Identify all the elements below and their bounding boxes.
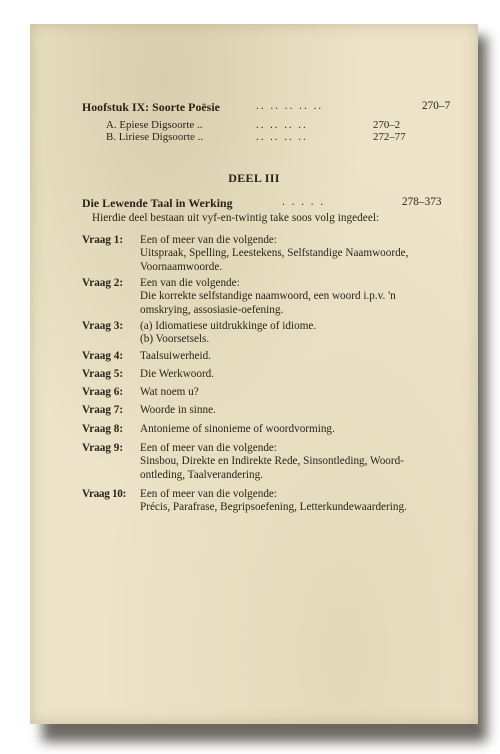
question-3-text (140, 320, 316, 347)
question-7-label: Vraag 7: (82, 404, 124, 416)
question-10-text (140, 488, 407, 515)
question-6-text (140, 386, 199, 399)
toc-entry-b-leader: .. .. .. .. (256, 131, 308, 143)
question-1-text (140, 234, 408, 274)
question-3-line-1: (a) Idiomatiese uitdrukkinge of idiome. (140, 320, 317, 332)
question-2-line-2: Die korrekte selfstandige naamwoord, een woord i.p.v. 'n (140, 290, 396, 303)
question-10-label: Vraag 10: (82, 488, 127, 500)
question-1-line-2: Uitspraak, Spelling, Leestekens, Selfstandige Naamwoorde, (140, 247, 409, 260)
question-9-line-1: Een of meer van die volgende: (140, 442, 277, 454)
question-2-line-1: Een van die volgende: (140, 277, 240, 289)
question-8-line-1: Antonieme of sinonieme of woordvorming. (140, 423, 335, 435)
question-9-label: Vraag 9: (82, 442, 124, 454)
chapter-leader: .. .. .. .. .. (256, 100, 324, 112)
question-10-line-2: Précis, Parafrase, Begripsoefening, Letterkundewaardering. (140, 501, 407, 514)
section-subtitle: Die Lewende Taal in Werking (82, 196, 233, 210)
question-9-line-3: ontleding, Taalverandering. (140, 468, 263, 481)
question-9-line-2: Sinsbou, Direkte en Indirekte Rede, Sinsontleding, Woord- (140, 455, 404, 468)
toc-entry-a-title: A. Epiese Digsoorte .. (106, 119, 203, 131)
section-leader: . . . . . (282, 196, 326, 208)
question-4-text (140, 350, 211, 363)
question-8-text (140, 423, 335, 436)
question-1-line-3: Voornaamwoorde. (140, 260, 223, 273)
question-7-text (140, 404, 216, 417)
question-2-text (140, 277, 396, 317)
question-9-text (140, 442, 404, 482)
toc-entry-b-title: B. Liriese Digsoorte .. (106, 131, 204, 143)
question-5-label: Vraag 5: (82, 368, 124, 380)
question-4-label: Vraag 4: (82, 350, 124, 362)
question-2-label: Vraag 2: (82, 277, 124, 289)
chapter-pages: 270–7 (422, 100, 451, 112)
question-6-line-1: Wat noem u? (140, 386, 199, 398)
question-5-line-1: Die Werkwoord. (140, 368, 215, 380)
question-3-label: Vraag 3: (82, 320, 124, 332)
toc-entry-b-pages: 272–77 (373, 131, 406, 143)
question-1-line-1: Een of meer van die volgende: (140, 234, 277, 246)
chapter-title: Hoofstuk IX: Soorte Poësie (82, 100, 220, 114)
section-intro: Hierdie deel bestaan uit vyf-en-twintig take soos volg ingedeel: (92, 212, 380, 224)
question-4-line-1: Taalsuiwerheid. (140, 350, 211, 362)
question-2-line-3: omskrying, assosiasie-oefening. (140, 303, 284, 316)
question-1-label: Vraag 1: (82, 234, 124, 246)
question-3-line-2: (b) Voorsetsels. (140, 333, 210, 346)
question-6-label: Vraag 6: (82, 386, 124, 398)
toc-entry-a-leader: .. .. .. .. (256, 119, 308, 131)
section-pages: 278–373 (402, 196, 442, 208)
question-7-line-1: Woorde in sinne. (140, 404, 216, 416)
question-5-text (140, 368, 214, 381)
question-10-line-1: Een of meer van die volgende: (140, 488, 277, 500)
toc-entry-a-pages: 270–2 (373, 119, 401, 131)
question-8-label: Vraag 8: (82, 423, 124, 435)
book-page (30, 24, 478, 724)
section-title: DEEL III (228, 171, 280, 185)
